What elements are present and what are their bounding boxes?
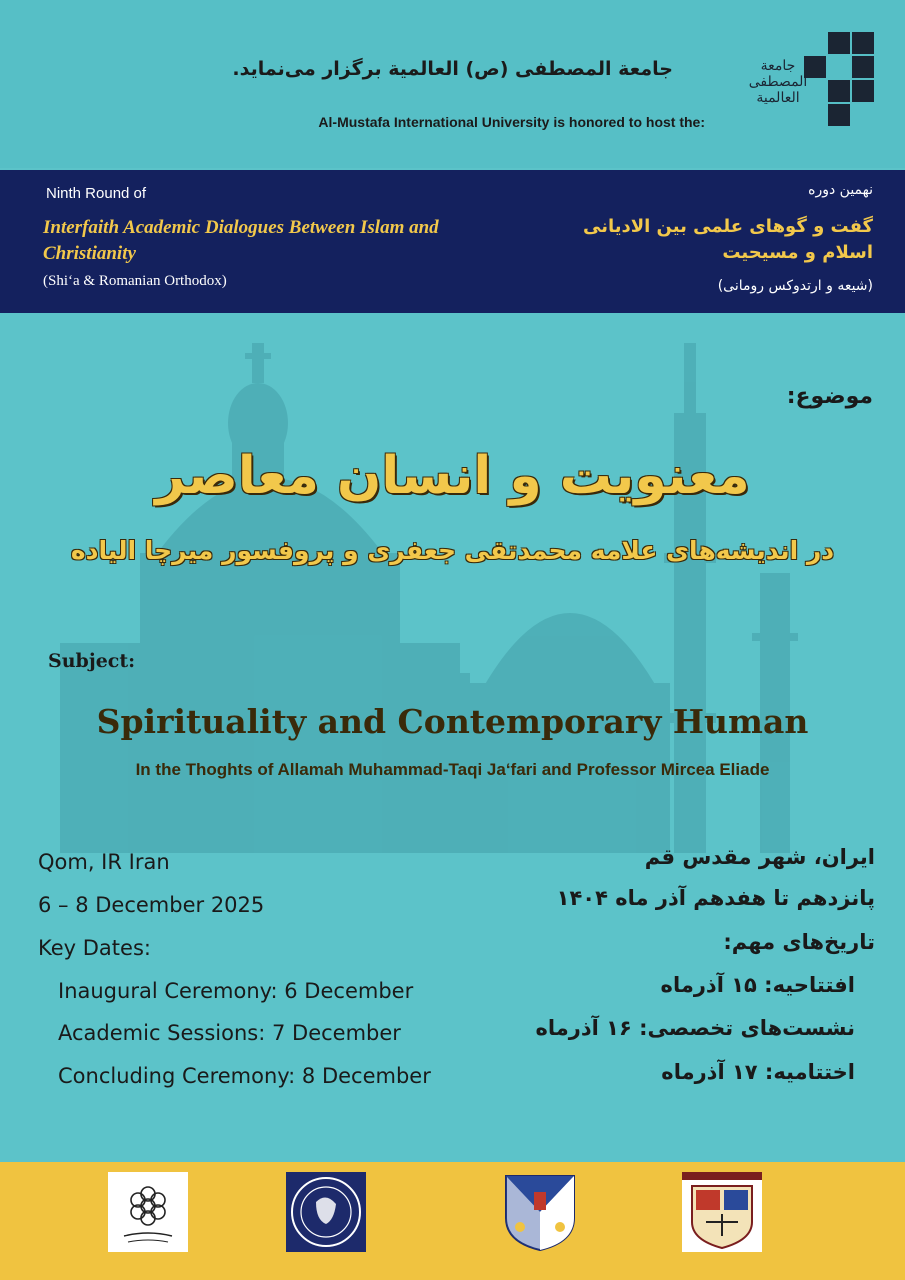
concluding-date-persian: اختتامیه: ۱۷ آذرماه (661, 1060, 855, 1084)
event-subtitle-arabic: (شیعه و ارتدوکس رومانی) (717, 278, 873, 294)
location-persian: ایران، شهر مقدس قم (644, 845, 875, 869)
inaugural-date-english: Inaugural Ceremony: 6 December (58, 979, 414, 1003)
academic-sessions-english: Academic Sessions: 7 December (58, 1021, 401, 1045)
event-subtitle-english: (Shi‘a & Romanian Orthodox) (43, 273, 227, 289)
event-title-arabic-line1: گفت و گوهای علمی بین الادیانی (582, 216, 873, 237)
round-label-english: Ninth Round of (46, 185, 147, 202)
round-label-arabic: نهمین دوره (808, 182, 873, 198)
main-title-arabic: معنویت و انسان معاصر (155, 446, 750, 506)
subtitle-arabic: در اندیشه‌های علامه محمدتقی جعفری و پروفسور میرچا الیاده (70, 536, 835, 565)
subject-label-english: Subject: (48, 650, 136, 672)
subtitle-english: In the Thoghts of Allamah Muhammad-Taqi Ja‘fari and Professor Mircea Eliade (135, 760, 770, 779)
university-logo-text: جامعة المصطفى العالمية (748, 58, 808, 106)
institute-flower-logo-icon (108, 1172, 188, 1252)
event-title-arabic-line2: اسلام و مسیحیت (722, 242, 873, 263)
subject-label-arabic: موضوع: (786, 384, 873, 409)
university-shield-crest-icon (500, 1172, 580, 1252)
host-announcement-arabic: جامعة المصطفى (ص) العالمية برگزار می‌نماید. (232, 58, 673, 80)
mosque-church-silhouette-background (0, 313, 905, 873)
inaugural-date-persian: افتتاحیه: ۱۵ آذرماه (660, 973, 855, 997)
university-of-constanta-seal-icon (286, 1172, 366, 1252)
main-title-english: Spirituality and Contemporary Human (96, 702, 809, 741)
event-title-arabic (583, 214, 873, 266)
dates-english: 6 – 8 December 2025 (38, 893, 265, 917)
key-dates-label-persian: تاریخ‌های مهم: (723, 930, 875, 954)
location-english: Qom, IR Iran (38, 850, 170, 874)
host-announcement-english: Al-Mustafa International University is honored to host the: (318, 114, 705, 130)
event-title-english: Interfaith Academic Dialogues Between Islam and Christianity (43, 217, 439, 264)
concluding-date-english: Concluding Ceremony: 8 December (58, 1064, 431, 1088)
key-dates-label-english: Key Dates: (38, 936, 151, 960)
faculty-crest-logo-icon (682, 1172, 762, 1252)
academic-sessions-persian: نشست‌های تخصصی: ۱۶ آذرماه (535, 1016, 855, 1040)
dates-persian: پانزدهم تا هفدهم آذر ماه ۱۴۰۴ (556, 886, 875, 910)
